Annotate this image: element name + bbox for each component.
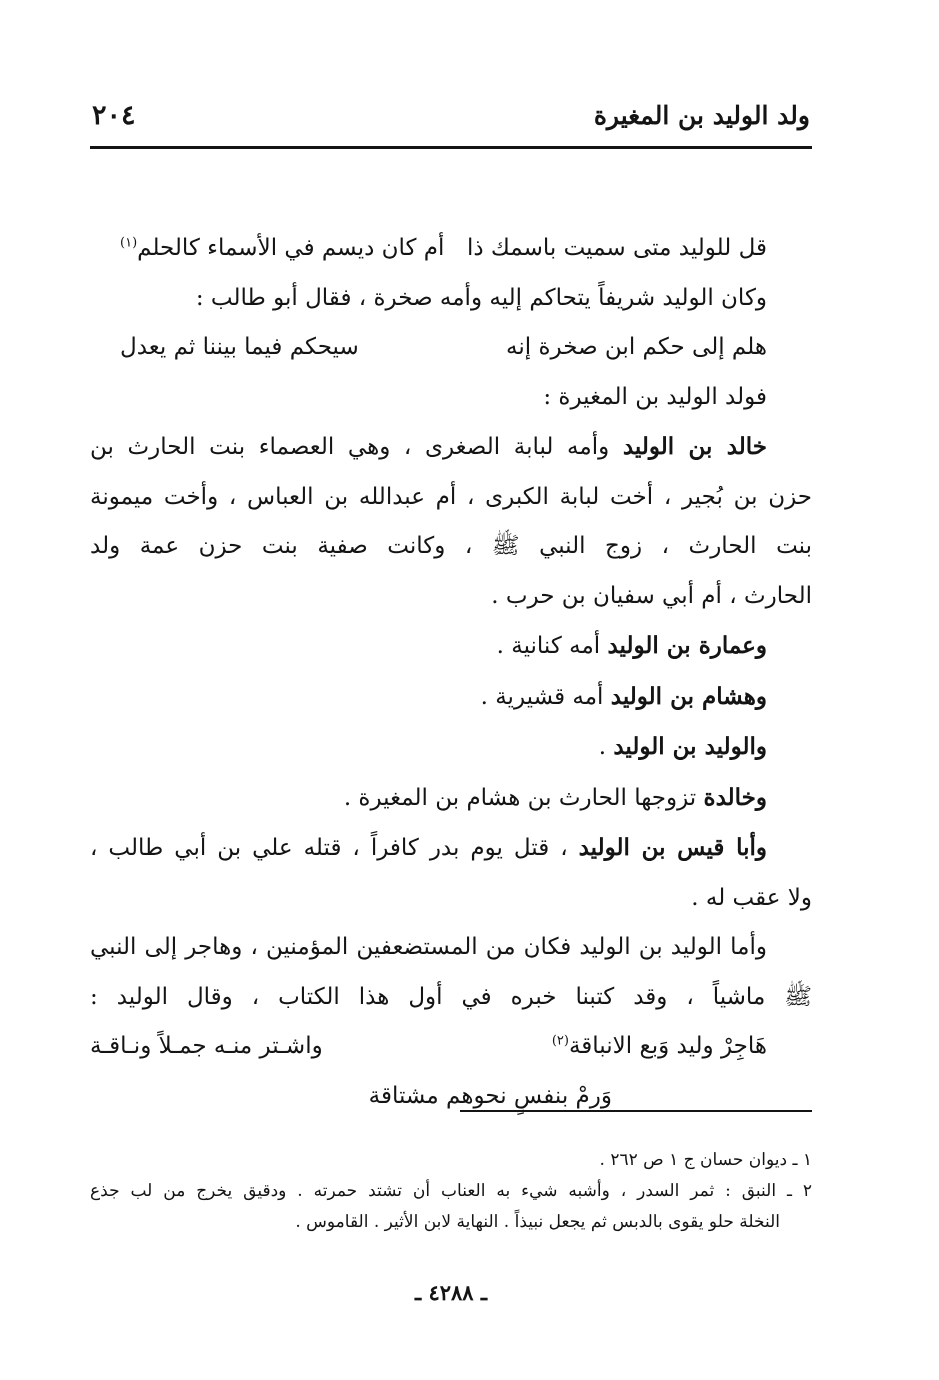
- footnote-2-line-2: النخلة حلو يقوى بالدبس ثم يجعل نبيذاً . النهاية لابن الأثير . القاموس .: [295, 1212, 780, 1232]
- abu-qays-line-1: وأبا قيس بن الوليد ، قتل يوم بدر كافراً ، قتله علي بن أبي طالب ،: [90, 834, 767, 861]
- verse-3-hemistich-3: وَرمْ بنفسٍ نحوهم مشتاقة: [368, 1082, 612, 1109]
- verse-line-1: [90, 224, 812, 274]
- footnote-rule: [460, 1110, 812, 1112]
- umara-line: وعمارة بن الوليد أمه كنانية .: [496, 632, 767, 659]
- children-intro: فولد الوليد بن المغيرة :: [543, 383, 767, 410]
- hisham-line: وهشام بن الوليد أمه قشيرية .: [480, 682, 767, 710]
- running-title: ولد الوليد بن المغيرة: [593, 101, 810, 130]
- page-number: ٢٠٤: [92, 100, 136, 131]
- footnote-2-line-1: ٢ ـ النبق : ثمر السدر ، وأشبه شيء به العناب أن تشتد حمرته . ودقيق يخرج من لب جذع: [90, 1181, 812, 1201]
- footnote-ref-2: (٢): [551, 1033, 569, 1049]
- verse-1-hemistich-1: قل للوليد متى سميت باسمك ذا: [466, 235, 767, 261]
- verse-line-2: [90, 323, 812, 373]
- book-page: [90, 100, 812, 1305]
- khalid-line-2: حزن بن بُجير ، أخت لبابة الكبرى ، أم عبدالله بن العباس ، وأخت ميمونة: [90, 483, 812, 510]
- abu-qays-line-2: ولا عقب له .: [691, 884, 812, 911]
- footnote-ref-1: (١): [120, 235, 138, 251]
- khalid-name: خالد بن الوليد: [622, 433, 768, 460]
- verse-3-hemistich-2: واشـتر منـه جمـلاً ونـاقـة: [90, 1033, 323, 1059]
- khalida-line: وخالدة تزوجها الحارث بن هشام بن المغيرة .: [343, 783, 767, 811]
- verse-3-hemistich-1: هَاجِرْ وليد وَبع الانباقة$^{(٢)}$: [551, 1033, 767, 1059]
- walid-line: والوليد بن الوليد .: [598, 733, 767, 760]
- khalid-line-1: خالد بن الوليد وأمه لبابة الصغرى ، وهي العصماء بنت الحارث بن: [90, 433, 768, 460]
- footnotes: [90, 1145, 812, 1238]
- footnote-1: ١ ـ ديوان حسان ج ١ ص ٢٦٢ .: [599, 1150, 812, 1170]
- verse-line-3: [90, 1022, 812, 1072]
- verse-2-hemistich-2: سيحكم فيما بيننا ثم يعدل: [120, 334, 359, 360]
- khalid-line-3: بنت الحارث ، زوج النبي ﷺ ، وكانت صفية بنت حزن عمة ولد: [90, 533, 812, 559]
- verse-1-hemistich-2: أم كان ديسم في الأسماء كالحلم$^{(١)}$: [120, 235, 445, 261]
- walid-para-line-1: وأما الوليد بن الوليد فكان من المستضعفين المؤمنين ، وهاجر إلى النبي: [90, 934, 767, 960]
- verse-2-hemistich-1: هلم إلى حكم ابن صخرة إنه: [506, 334, 767, 360]
- khalid-line-4: الحارث ، أم أبي سفيان بن حرب .: [491, 582, 812, 609]
- page-header: [90, 100, 812, 149]
- folio-number: ـ ٤٢٨٨ ـ: [414, 1280, 488, 1305]
- walid-para-line-2: ﷺ ماشياً ، وقد كتبنا خبره في أول هذا الكتاب ، وقال الوليد :: [90, 983, 812, 1010]
- main-text: [90, 224, 812, 1121]
- text-line: وكان الوليد شريفاً يتحاكم إليه وأمه صخرة ، فقال أبو طالب :: [195, 284, 767, 311]
